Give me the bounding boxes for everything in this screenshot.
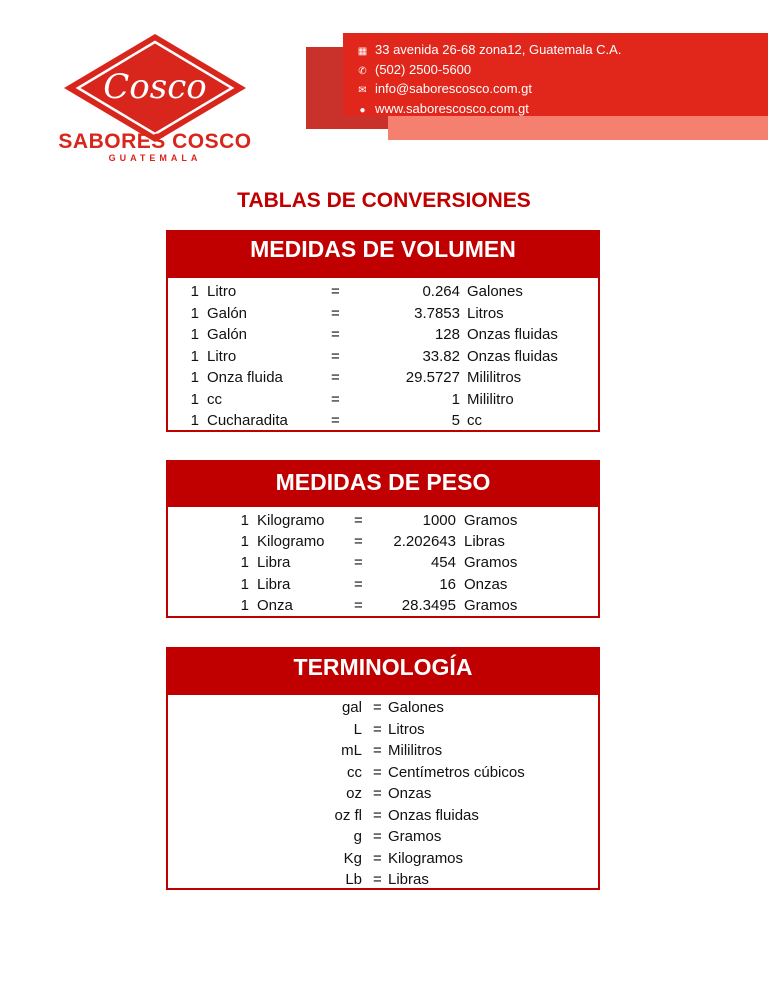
to-unit-cell: Litros: [467, 304, 504, 322]
abbreviation-cell: oz fl: [334, 806, 362, 824]
from-unit-cell: Litro: [207, 283, 237, 300]
abbreviation-cell: L: [353, 720, 362, 738]
from-unit-cell: Libra: [257, 554, 291, 572]
weight-table-header: MEDIDAS DE PESO: [168, 462, 598, 507]
term-cell: Onzas fluidas: [388, 806, 479, 824]
table-row: [168, 783, 598, 805]
value-cell: 3.7853: [414, 304, 460, 322]
term-cell: Kilogramos: [388, 849, 464, 867]
value-cell: 1000: [422, 512, 456, 529]
table-row: [168, 869, 598, 891]
from-unit-cell: Galón: [207, 326, 248, 343]
table-row: [168, 719, 598, 741]
equals-cell: =: [373, 785, 382, 802]
quantity-cell: 1: [190, 390, 199, 408]
table-row: [168, 346, 598, 368]
quantity-cell: 1: [240, 533, 249, 551]
equals-cell: =: [373, 828, 382, 845]
term-cell: Mililitros: [388, 742, 443, 759]
equals-cell: =: [354, 512, 363, 529]
table-row: [168, 389, 598, 411]
contact-info: [356, 40, 621, 118]
equals-cell: =: [373, 849, 382, 867]
equals-cell: =: [354, 596, 363, 614]
table-row: [168, 552, 598, 574]
term-cell: Galones: [388, 699, 444, 716]
term-cell: Onzas: [388, 785, 432, 802]
quantity-cell: 1: [190, 412, 199, 429]
to-unit-cell: Onzas: [464, 575, 508, 593]
quantity-cell: 1: [240, 596, 249, 614]
term-cell: Litros: [388, 720, 425, 738]
from-unit-cell: cc: [207, 390, 222, 408]
abbreviation-cell: mL: [341, 742, 362, 759]
value-cell: 16: [439, 575, 456, 593]
contact-email: [356, 79, 621, 99]
table-row: [168, 303, 598, 325]
quantity-cell: 1: [190, 347, 199, 365]
quantity-cell: 1: [190, 369, 199, 386]
table-row: [168, 281, 598, 303]
term-cell: Centímetros cúbicos: [388, 763, 525, 781]
value-cell: 33.82: [422, 347, 460, 365]
terminology-table-header: TERMINOLOGÍA: [168, 649, 598, 695]
value-cell: 128: [434, 326, 460, 343]
from-unit-cell: Onza: [257, 596, 293, 614]
equals-cell: =: [354, 575, 363, 593]
table-row: [168, 848, 598, 870]
from-unit-cell: Kilogramo: [257, 533, 325, 551]
from-unit-cell: Onza fluida: [207, 369, 283, 386]
equals-cell: =: [373, 742, 382, 759]
table-row: [168, 367, 598, 389]
to-unit-cell: Mililitro: [467, 390, 514, 408]
quantity-cell: 1: [190, 283, 199, 300]
equals-cell: =: [331, 347, 340, 365]
equals-cell: =: [331, 326, 340, 343]
equals-cell: =: [331, 390, 340, 408]
value-cell: 29.5727: [405, 369, 460, 386]
abbreviation-cell: g: [353, 828, 362, 845]
quantity-cell: 1: [190, 326, 199, 343]
cosco-logo: [62, 32, 248, 144]
equals-cell: =: [373, 699, 382, 716]
contact-phone: [356, 60, 621, 80]
to-unit-cell: Gramos: [464, 596, 518, 614]
value-cell: 2.202643: [393, 533, 456, 551]
table-row: [168, 805, 598, 827]
term-cell: Gramos: [388, 828, 442, 845]
from-unit-cell: Kilogramo: [257, 512, 325, 529]
table-row: [168, 410, 598, 432]
volume-table-header: MEDIDAS DE VOLUMEN: [168, 232, 598, 278]
equals-cell: =: [331, 304, 340, 322]
quantity-cell: 1: [240, 554, 249, 572]
to-unit-cell: Galones: [467, 283, 523, 300]
quantity-cell: 1: [240, 575, 249, 593]
equals-cell: =: [354, 554, 363, 572]
table-row: [168, 826, 598, 848]
from-unit-cell: Litro: [207, 347, 237, 365]
mail-icon: ✉: [358, 85, 367, 96]
weight-table: [166, 460, 600, 618]
table-row: [168, 740, 598, 762]
terminology-table: [166, 647, 600, 890]
to-unit-cell: Gramos: [464, 554, 518, 572]
table-row: [168, 574, 598, 596]
from-unit-cell: Libra: [257, 575, 291, 593]
contact-address: [356, 40, 621, 60]
table-row: [168, 595, 598, 617]
equals-cell: =: [373, 763, 382, 781]
table-row: [168, 531, 598, 553]
quantity-cell: 1: [190, 304, 199, 322]
equals-cell: =: [354, 533, 363, 551]
page-title: TABLAS DE CONVERSIONES: [237, 189, 531, 212]
svg-text:Cosco: Cosco: [103, 67, 207, 107]
to-unit-cell: Libras: [464, 533, 505, 551]
volume-table: [166, 230, 600, 432]
website-link[interactable]: www.saborescosco.com.gt: [375, 100, 529, 116]
email-link[interactable]: info@saborescosco.com.gt: [375, 81, 532, 96]
table-row: [168, 697, 598, 719]
to-unit-cell: Mililitros: [467, 369, 522, 386]
brand-name: SABORES COSCO: [58, 130, 252, 153]
to-unit-cell: cc: [467, 412, 482, 429]
table-row: [168, 510, 598, 532]
equals-cell: =: [331, 369, 340, 386]
equals-cell: =: [373, 806, 382, 824]
phone-text: (502) 2500-5600: [375, 61, 472, 77]
table-row: [168, 762, 598, 784]
value-cell: 454: [430, 554, 456, 572]
phone-icon: ✆: [358, 65, 367, 77]
quantity-cell: 1: [240, 512, 249, 529]
address-text: 33 avenida 26-68 zona12, Guatemala C.A.: [375, 42, 622, 57]
building-icon: ▦: [357, 46, 368, 57]
globe-icon: ●: [359, 104, 366, 116]
table-row: [168, 324, 598, 346]
equals-cell: =: [373, 871, 382, 888]
abbreviation-cell: cc: [347, 763, 362, 781]
abbreviation-cell: Kg: [343, 849, 362, 867]
to-unit-cell: Onzas fluidas: [467, 347, 558, 365]
abbreviation-cell: oz: [346, 785, 362, 802]
abbreviation-cell: gal: [341, 699, 362, 716]
value-cell: 0.264: [422, 283, 460, 300]
equals-cell: =: [331, 412, 340, 429]
value-cell: 5: [451, 412, 460, 429]
term-cell: Libras: [388, 871, 429, 888]
brand-subtitle: GUATEMALA: [108, 153, 202, 163]
value-cell: 1: [451, 390, 460, 408]
equals-cell: =: [373, 720, 382, 738]
from-unit-cell: Galón: [207, 304, 248, 322]
contact-web: [356, 99, 621, 119]
equals-cell: =: [331, 283, 340, 300]
to-unit-cell: Gramos: [464, 512, 518, 529]
to-unit-cell: Onzas fluidas: [467, 326, 558, 343]
from-unit-cell: Cucharadita: [207, 412, 288, 429]
header-bar-accent: [388, 116, 768, 140]
value-cell: 28.3495: [401, 596, 456, 614]
abbreviation-cell: Lb: [345, 871, 362, 888]
